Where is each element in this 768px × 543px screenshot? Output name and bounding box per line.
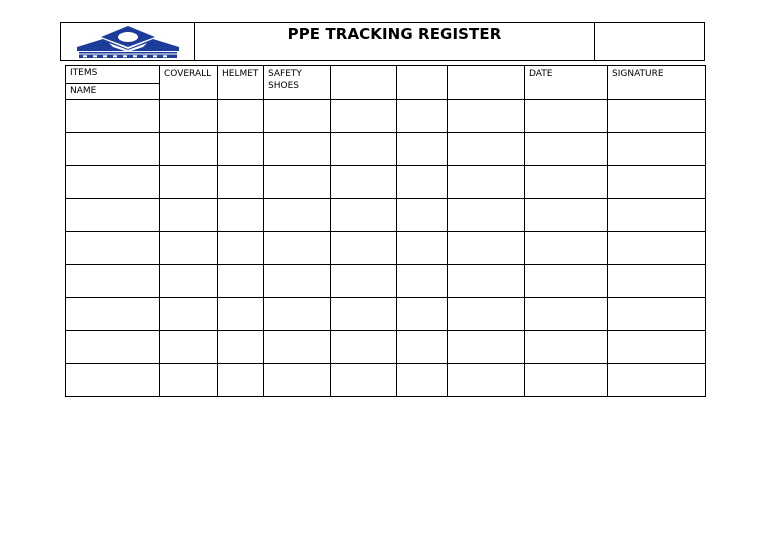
entry-cell[interactable] bbox=[397, 265, 448, 298]
table-row bbox=[66, 364, 706, 397]
header-blank-cell bbox=[595, 23, 704, 60]
entry-cell[interactable] bbox=[608, 298, 706, 331]
name-cell[interactable] bbox=[66, 265, 160, 298]
company-logo-icon bbox=[73, 25, 183, 59]
entry-cell[interactable] bbox=[264, 133, 331, 166]
entry-cell[interactable] bbox=[264, 100, 331, 133]
entry-cell[interactable] bbox=[264, 166, 331, 199]
column-header bbox=[608, 66, 706, 100]
name-cell[interactable] bbox=[66, 166, 160, 199]
page-title: PPE TRACKING REGISTER bbox=[195, 23, 595, 60]
column-header-label: HELMET bbox=[222, 69, 259, 79]
entry-cell[interactable] bbox=[397, 232, 448, 265]
column-header-label bbox=[397, 66, 447, 68]
entry-cell[interactable] bbox=[448, 298, 525, 331]
entry-cell[interactable] bbox=[525, 133, 608, 166]
entry-cell[interactable] bbox=[397, 100, 448, 133]
entry-cell[interactable] bbox=[448, 166, 525, 199]
entry-cell[interactable] bbox=[397, 364, 448, 397]
entry-cell[interactable] bbox=[218, 265, 264, 298]
entry-cell[interactable] bbox=[160, 199, 218, 232]
entry-cell[interactable] bbox=[448, 232, 525, 265]
entry-cell[interactable] bbox=[331, 364, 397, 397]
entry-cell[interactable] bbox=[448, 364, 525, 397]
entry-cell[interactable] bbox=[331, 265, 397, 298]
column-header bbox=[397, 66, 448, 100]
column-header bbox=[218, 66, 264, 100]
entry-cell[interactable] bbox=[525, 298, 608, 331]
entry-cell[interactable] bbox=[608, 331, 706, 364]
entry-cell[interactable] bbox=[218, 133, 264, 166]
name-cell[interactable] bbox=[66, 331, 160, 364]
entry-cell[interactable] bbox=[160, 100, 218, 133]
table-row bbox=[66, 265, 706, 298]
entry-cell[interactable] bbox=[160, 166, 218, 199]
entry-cell[interactable] bbox=[608, 199, 706, 232]
entry-cell[interactable] bbox=[608, 166, 706, 199]
entry-cell[interactable] bbox=[160, 298, 218, 331]
entry-cell[interactable] bbox=[160, 133, 218, 166]
table-row bbox=[66, 331, 706, 364]
table-header-row bbox=[66, 66, 706, 100]
entry-cell[interactable] bbox=[608, 265, 706, 298]
ppe-register-table bbox=[65, 65, 706, 397]
document-header bbox=[60, 22, 705, 61]
name-cell[interactable] bbox=[66, 199, 160, 232]
column-header-label: DATE bbox=[529, 69, 553, 79]
column-header-label: SAFETY SHOES bbox=[268, 69, 302, 91]
entry-cell[interactable] bbox=[264, 199, 331, 232]
entry-cell[interactable] bbox=[525, 331, 608, 364]
column-header-label: SIGNATURE bbox=[612, 69, 664, 79]
entry-cell[interactable] bbox=[608, 100, 706, 133]
entry-cell[interactable] bbox=[331, 100, 397, 133]
table-row bbox=[66, 100, 706, 133]
entry-cell[interactable] bbox=[218, 364, 264, 397]
column-header-label bbox=[331, 66, 396, 68]
name-cell[interactable] bbox=[66, 133, 160, 166]
name-cell[interactable] bbox=[66, 100, 160, 133]
table-row bbox=[66, 133, 706, 166]
name-label: NAME bbox=[70, 86, 97, 96]
entry-cell[interactable] bbox=[397, 199, 448, 232]
entry-cell[interactable] bbox=[608, 232, 706, 265]
items-label: ITEMS bbox=[66, 66, 159, 84]
entry-cell[interactable] bbox=[608, 133, 706, 166]
entry-cell[interactable] bbox=[397, 133, 448, 166]
entry-cell[interactable] bbox=[264, 298, 331, 331]
entry-cell[interactable] bbox=[397, 166, 448, 199]
entry-cell[interactable] bbox=[331, 298, 397, 331]
entry-cell[interactable] bbox=[525, 166, 608, 199]
entry-cell[interactable] bbox=[331, 133, 397, 166]
entry-cell[interactable] bbox=[397, 331, 448, 364]
column-header-label: COVERALL bbox=[164, 69, 212, 79]
column-header bbox=[264, 66, 331, 100]
column-header bbox=[448, 66, 525, 100]
entry-cell[interactable] bbox=[160, 232, 218, 265]
entry-cell[interactable] bbox=[448, 199, 525, 232]
entry-cell[interactable] bbox=[448, 265, 525, 298]
name-cell[interactable] bbox=[66, 298, 160, 331]
entry-cell[interactable] bbox=[218, 166, 264, 199]
entry-cell[interactable] bbox=[264, 331, 331, 364]
entry-cell[interactable] bbox=[160, 265, 218, 298]
column-header bbox=[331, 66, 397, 100]
entry-cell[interactable] bbox=[331, 199, 397, 232]
logo-cell bbox=[61, 23, 195, 60]
table-row bbox=[66, 199, 706, 232]
entry-cell[interactable] bbox=[448, 331, 525, 364]
column-header-label bbox=[448, 66, 524, 68]
column-header bbox=[160, 66, 218, 100]
entry-cell[interactable] bbox=[160, 364, 218, 397]
entry-cell[interactable] bbox=[397, 298, 448, 331]
column-header bbox=[525, 66, 608, 100]
entry-cell[interactable] bbox=[160, 331, 218, 364]
entry-cell[interactable] bbox=[264, 364, 331, 397]
entry-cell[interactable] bbox=[525, 199, 608, 232]
entry-cell[interactable] bbox=[331, 232, 397, 265]
name-cell[interactable] bbox=[66, 364, 160, 397]
entry-cell[interactable] bbox=[608, 364, 706, 397]
name-cell[interactable] bbox=[66, 232, 160, 265]
entry-cell[interactable] bbox=[218, 331, 264, 364]
entry-cell[interactable] bbox=[525, 232, 608, 265]
entry-cell[interactable] bbox=[218, 298, 264, 331]
entry-cell[interactable] bbox=[525, 265, 608, 298]
entry-cell[interactable] bbox=[525, 364, 608, 397]
entry-cell[interactable] bbox=[525, 100, 608, 133]
items-name-header bbox=[66, 66, 160, 100]
entry-cell[interactable] bbox=[218, 199, 264, 232]
table-row bbox=[66, 232, 706, 265]
entry-cell[interactable] bbox=[331, 331, 397, 364]
table-row bbox=[66, 298, 706, 331]
entry-cell[interactable] bbox=[331, 166, 397, 199]
entry-cell[interactable] bbox=[218, 100, 264, 133]
entry-cell[interactable] bbox=[218, 232, 264, 265]
entry-cell[interactable] bbox=[264, 265, 331, 298]
entry-cell[interactable] bbox=[264, 232, 331, 265]
entry-cell[interactable] bbox=[448, 133, 525, 166]
table-row bbox=[66, 166, 706, 199]
entry-cell[interactable] bbox=[448, 100, 525, 133]
